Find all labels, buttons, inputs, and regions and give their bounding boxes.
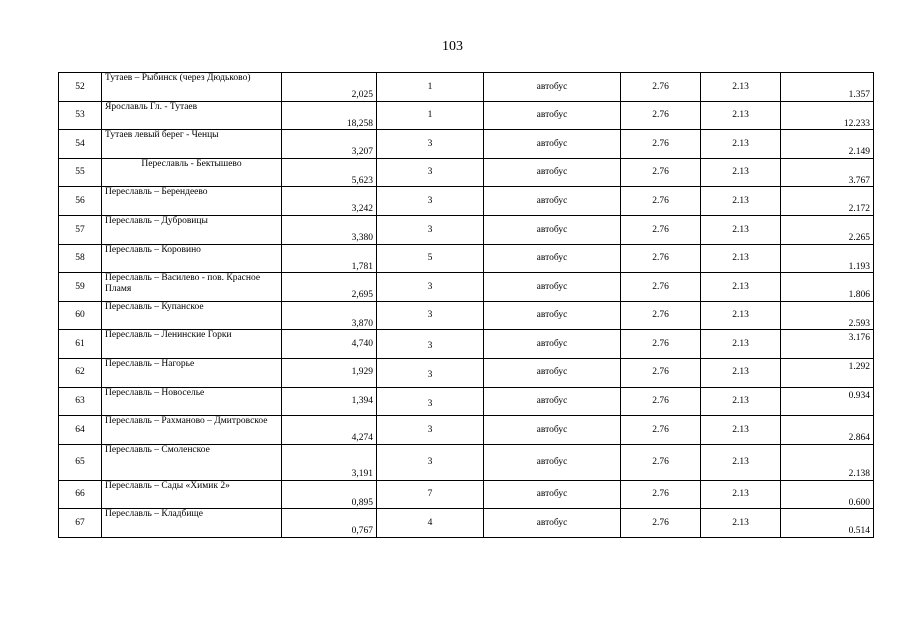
route-result: 3.767 — [781, 158, 874, 187]
route-name: Тутаев – Рыбинск (через Дюдьково) — [102, 73, 282, 102]
route-length: 3,380 — [282, 215, 377, 244]
coefficient-1: 2.76 — [621, 387, 701, 416]
route-name: Ярославль Гл. - Тутаев — [102, 101, 282, 130]
table-row — [59, 301, 874, 330]
coefficient-2: 2.13 — [701, 387, 781, 416]
coefficient-2: 2.13 — [701, 301, 781, 330]
route-length: 18,258 — [282, 101, 377, 130]
route-number: 66 — [59, 480, 102, 509]
coefficient-1: 2.76 — [621, 301, 701, 330]
route-length: 3,242 — [282, 187, 377, 216]
coefficient-1: 2.76 — [621, 273, 701, 302]
coefficient-2: 2.13 — [701, 187, 781, 216]
route-count: 7 — [377, 480, 484, 509]
route-result: 2.864 — [781, 416, 874, 445]
coefficient-2: 2.13 — [701, 101, 781, 130]
coefficient-1: 2.76 — [621, 187, 701, 216]
route-result: 3.176 — [781, 330, 874, 359]
route-number: 53 — [59, 101, 102, 130]
table-row — [59, 273, 874, 302]
route-length: 1,394 — [282, 387, 377, 416]
table-row — [59, 387, 874, 416]
coefficient-2: 2.13 — [701, 416, 781, 445]
routes-table-body — [59, 73, 874, 538]
transport-type: автобус — [484, 509, 621, 538]
coefficient-2: 2.13 — [701, 215, 781, 244]
route-name: Переславль – Ленинские Горки — [102, 330, 282, 359]
table-row — [59, 101, 874, 130]
coefficient-1: 2.76 — [621, 358, 701, 387]
table-row — [59, 444, 874, 480]
coefficient-2: 2.13 — [701, 130, 781, 159]
route-number: 57 — [59, 215, 102, 244]
transport-type: автобус — [484, 130, 621, 159]
route-result: 1.806 — [781, 273, 874, 302]
route-name: Переславль – Коровино — [102, 244, 282, 273]
route-name: Переславль – Нагорье — [102, 358, 282, 387]
coefficient-2: 2.13 — [701, 158, 781, 187]
table-row — [59, 187, 874, 216]
route-length: 3,870 — [282, 301, 377, 330]
route-length: 4,740 — [282, 330, 377, 359]
route-name: Переславль – Дубровицы — [102, 215, 282, 244]
coefficient-1: 2.76 — [621, 101, 701, 130]
route-number: 52 — [59, 73, 102, 102]
transport-type: автобус — [484, 73, 621, 102]
transport-type: автобус — [484, 387, 621, 416]
coefficient-2: 2.13 — [701, 273, 781, 302]
route-number: 64 — [59, 416, 102, 445]
route-length: 3,207 — [282, 130, 377, 159]
transport-type: автобус — [484, 480, 621, 509]
route-count: 5 — [377, 244, 484, 273]
transport-type: автобус — [484, 101, 621, 130]
coefficient-1: 2.76 — [621, 130, 701, 159]
table-row — [59, 509, 874, 538]
coefficient-1: 2.76 — [621, 73, 701, 102]
page-number: 103 — [442, 39, 463, 54]
route-number: 56 — [59, 187, 102, 216]
coefficient-1: 2.76 — [621, 330, 701, 359]
coefficient-1: 2.76 — [621, 158, 701, 187]
transport-type: автобус — [484, 244, 621, 273]
route-count: 3 — [377, 301, 484, 330]
route-count: 3 — [377, 444, 484, 480]
coefficient-2: 2.13 — [701, 358, 781, 387]
table-row — [59, 215, 874, 244]
route-result: 0.514 — [781, 509, 874, 538]
coefficient-2: 2.13 — [701, 73, 781, 102]
route-length: 3,191 — [282, 444, 377, 480]
route-number: 54 — [59, 130, 102, 159]
table-row — [59, 416, 874, 445]
route-result: 1.292 — [781, 358, 874, 387]
route-result: 2.265 — [781, 215, 874, 244]
route-result: 0.934 — [781, 387, 874, 416]
coefficient-1: 2.76 — [621, 444, 701, 480]
coefficient-2: 2.13 — [701, 480, 781, 509]
route-number: 59 — [59, 273, 102, 302]
coefficient-2: 2.13 — [701, 509, 781, 538]
route-name: Переславль - Бектышево — [102, 158, 282, 187]
route-length: 2,025 — [282, 73, 377, 102]
route-length: 4,274 — [282, 416, 377, 445]
route-number: 63 — [59, 387, 102, 416]
coefficient-1: 2.76 — [621, 509, 701, 538]
route-result: 1.357 — [781, 73, 874, 102]
route-number: 67 — [59, 509, 102, 538]
route-count: 3 — [377, 273, 484, 302]
coefficient-1: 2.76 — [621, 416, 701, 445]
route-name: Переславль – Василево - пов. Красное Пламя — [102, 273, 282, 302]
transport-type: автобус — [484, 215, 621, 244]
route-length: 0,767 — [282, 509, 377, 538]
table-row — [59, 158, 874, 187]
route-name: Тутаев левый берег - Ченцы — [102, 130, 282, 159]
table-row — [59, 130, 874, 159]
transport-type: автобус — [484, 301, 621, 330]
route-count: 1 — [377, 73, 484, 102]
route-result: 0.600 — [781, 480, 874, 509]
transport-type: автобус — [484, 416, 621, 445]
route-result: 2.172 — [781, 187, 874, 216]
route-length: 1,929 — [282, 358, 377, 387]
route-number: 58 — [59, 244, 102, 273]
route-count: 3 — [377, 158, 484, 187]
route-name: Переславль – Рахманово – Дмитровское — [102, 416, 282, 445]
route-number: 60 — [59, 301, 102, 330]
coefficient-2: 2.13 — [701, 444, 781, 480]
route-count: 1 — [377, 101, 484, 130]
route-name: Переславль – Купанское — [102, 301, 282, 330]
transport-type: автобус — [484, 158, 621, 187]
coefficient-1: 2.76 — [621, 480, 701, 509]
route-number: 55 — [59, 158, 102, 187]
route-count: 3 — [377, 330, 484, 359]
route-name: Переславль – Новоселье — [102, 387, 282, 416]
table-row — [59, 73, 874, 102]
route-result: 2.138 — [781, 444, 874, 480]
route-count: 3 — [377, 130, 484, 159]
route-number: 61 — [59, 330, 102, 359]
route-count: 3 — [377, 387, 484, 416]
table-row — [59, 480, 874, 509]
transport-type: автобус — [484, 444, 621, 480]
transport-type: автобус — [484, 187, 621, 216]
route-count: 4 — [377, 509, 484, 538]
routes-table — [58, 72, 874, 538]
coefficient-2: 2.13 — [701, 330, 781, 359]
transport-type: автобус — [484, 273, 621, 302]
route-name: Переславль – Кладбище — [102, 509, 282, 538]
route-count: 3 — [377, 358, 484, 387]
route-result: 2.149 — [781, 130, 874, 159]
route-name: Переславль – Сады «Химик 2» — [102, 480, 282, 509]
coefficient-1: 2.76 — [621, 215, 701, 244]
route-length: 2,695 — [282, 273, 377, 302]
table-row — [59, 358, 874, 387]
route-result: 12.233 — [781, 101, 874, 130]
route-result: 1.193 — [781, 244, 874, 273]
route-length: 5,623 — [282, 158, 377, 187]
route-name: Переславль – Смоленское — [102, 444, 282, 480]
coefficient-2: 2.13 — [701, 244, 781, 273]
table-row — [59, 244, 874, 273]
route-length: 1,781 — [282, 244, 377, 273]
route-number: 62 — [59, 358, 102, 387]
route-count: 3 — [377, 416, 484, 445]
route-name: Переславль – Берендеево — [102, 187, 282, 216]
transport-type: автобус — [484, 330, 621, 359]
route-number: 65 — [59, 444, 102, 480]
table-row — [59, 330, 874, 359]
transport-type: автобус — [484, 358, 621, 387]
route-count: 3 — [377, 187, 484, 216]
coefficient-1: 2.76 — [621, 244, 701, 273]
route-result: 2.593 — [781, 301, 874, 330]
route-count: 3 — [377, 215, 484, 244]
route-length: 0,895 — [282, 480, 377, 509]
